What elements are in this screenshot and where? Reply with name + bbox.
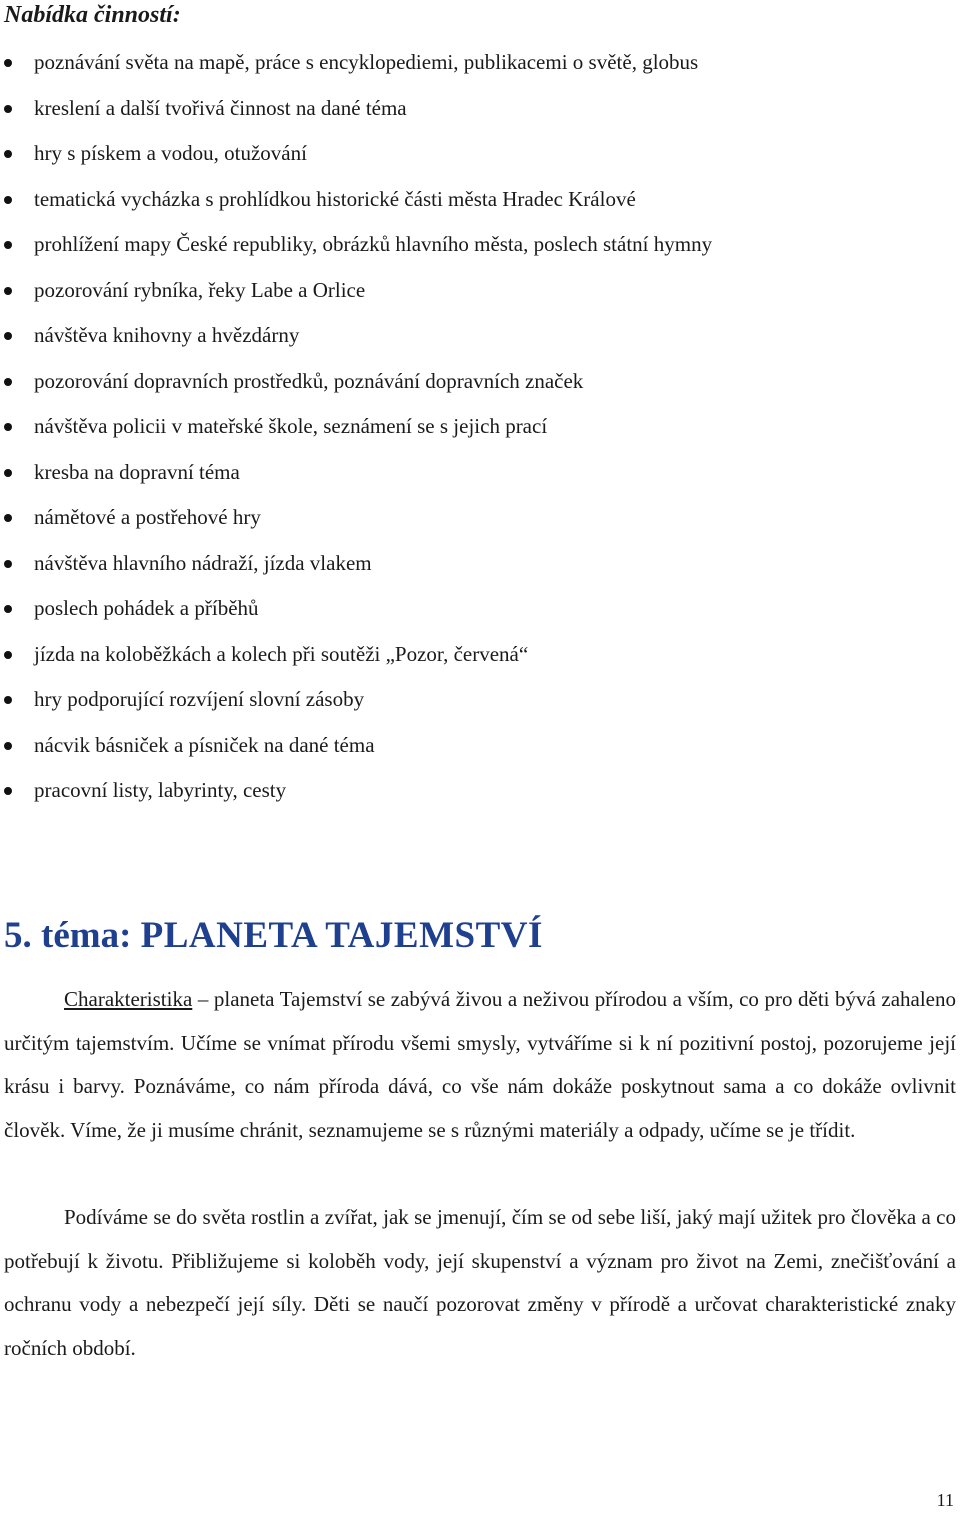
list-item: návštěva policii v mateřské škole, seznámení se s jejich prací: [0, 404, 960, 450]
bullet-icon: [4, 150, 12, 158]
bullet-icon: [4, 241, 12, 249]
bullet-icon: [4, 105, 12, 113]
bullet-icon: [4, 469, 12, 477]
body-paragraph-text: Podíváme se do světa rostlin a zvířat, jak se jmenují, čím se od sebe liší, jaký mají užitek pro člověka a co potřebují k životu. Přibližujeme si koloběh vody, její skupenství a význam pro život na Zemi, znečišťování a ochranu vody a nebezpečí její síly. Děti se naučí pozorovat změny v přírodě a určovat charakteristické znaky ročních období.: [4, 1205, 956, 1360]
list-item: poznávání světa na mapě, práce s encyklopediemi, publikacemi o světě, globus: [0, 40, 960, 86]
list-item: návštěva knihovny a hvězdárny: [0, 313, 960, 359]
bullet-icon: [4, 560, 12, 568]
list-item: prohlížení mapy České republiky, obrázků hlavního města, poslech státní hymny: [0, 222, 960, 268]
list-item: nácvik básniček a písniček na dané téma: [0, 723, 960, 769]
list-item: kresba na dopravní téma: [0, 450, 960, 496]
list-item: tematická vycházka s prohlídkou historické části města Hradec Králové: [0, 177, 960, 223]
bullet-icon: [4, 605, 12, 613]
list-item: jízda na koloběžkách a kolech při soutěži „Pozor, červená“: [0, 632, 960, 678]
bullet-icon: [4, 423, 12, 431]
bullet-icon: [4, 514, 12, 522]
list-item: poslech pohádek a příběhů: [0, 586, 960, 632]
bullet-icon: [4, 196, 12, 204]
section-heading: Nabídka činností:: [4, 2, 181, 28]
list-item: pozorování dopravních prostředků, poznávání dopravních značek: [0, 359, 960, 405]
bullet-icon: [4, 742, 12, 750]
bullet-icon: [4, 332, 12, 340]
bullet-icon: [4, 287, 12, 295]
list-item: kreslení a další tvořivá činnost na dané téma: [0, 86, 960, 132]
theme-title: [4, 906, 543, 966]
bullet-icon: [4, 378, 12, 386]
characteristics-label: Charakteristika: [64, 987, 193, 1011]
list-item: hry podporující rozvíjení slovní zásoby: [0, 677, 960, 723]
characteristics-text: – planeta Tajemství se zabývá živou a neživou přírodou a vším, co pro děti bývá zahaleno určitým tajemstvím. Učíme se vnímat přírodu všemi smysly, vytváříme si k ní pozitivní postoj, pozorujeme její krásu i barvy. Poznáváme, co nám příroda dává, co vše nám dokáže poskytnout sama a co dokáže ovlivnit člověk. Víme, že ji musíme chránit, seznamujeme se s různými materiály a odpady, učíme se je třídit.: [4, 987, 956, 1142]
list-item: hry s pískem a vodou, otužování: [0, 131, 960, 177]
activity-list: [0, 40, 960, 814]
body-paragraph: [4, 1196, 956, 1370]
bullet-icon: [4, 651, 12, 659]
list-item: návštěva hlavního nádraží, jízda vlakem: [0, 541, 960, 587]
list-item: pozorování rybníka, řeky Labe a Orlice: [0, 268, 960, 314]
bullet-icon: [4, 59, 12, 67]
bullet-icon: [4, 787, 12, 795]
theme-prefix: 5. téma:: [4, 915, 141, 956]
characteristics-paragraph: [4, 978, 956, 1152]
theme-name: PLANETA TAJEMSTVÍ: [140, 915, 543, 956]
list-item: námětové a postřehové hry: [0, 495, 960, 541]
list-item: pracovní listy, labyrinty, cesty: [0, 768, 960, 814]
page-number: 11: [936, 1490, 954, 1510]
bullet-icon: [4, 696, 12, 704]
